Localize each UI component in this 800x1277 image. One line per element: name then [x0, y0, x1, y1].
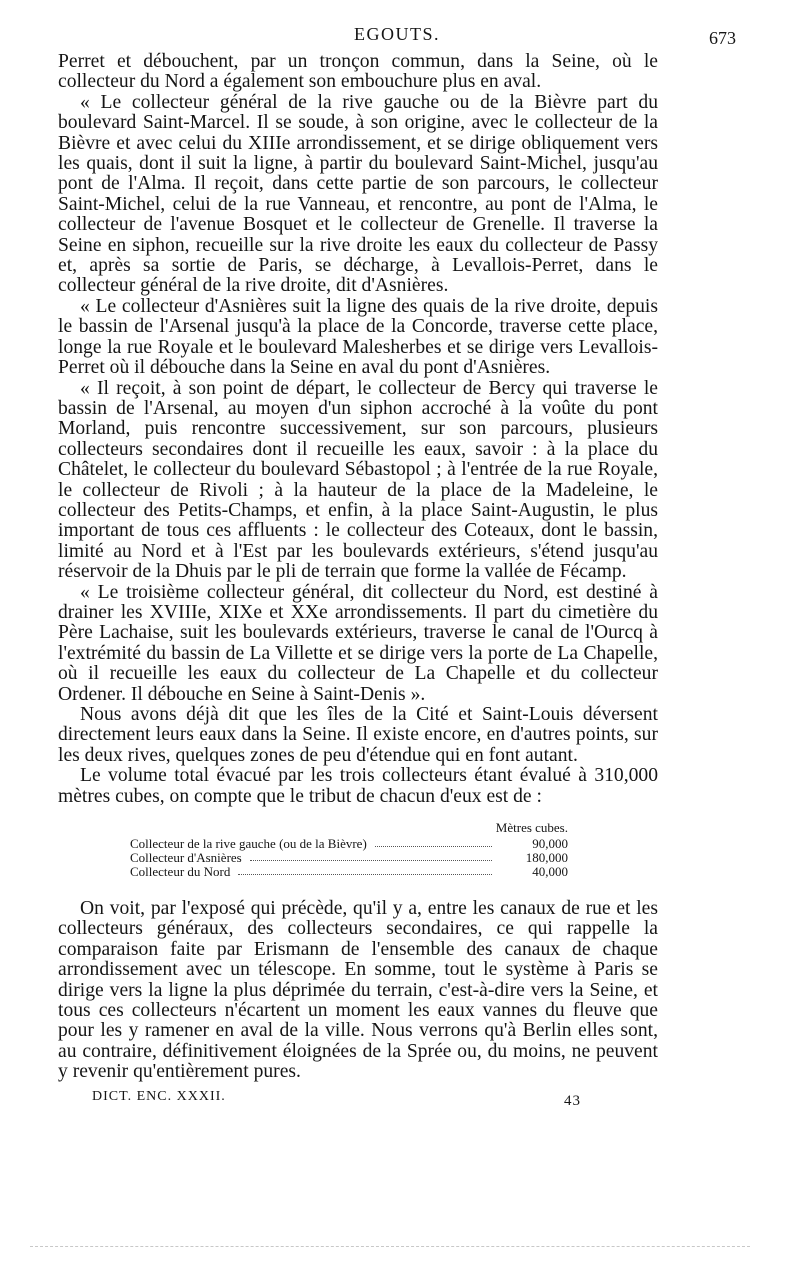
signature-mark: DICT. ENC. XXXII.: [92, 1088, 226, 1104]
paragraph-rive-gauche: « Le collecteur général de la rive gauche ou de la Bièvre part du boulevard Saint-Marcel. Il se soude, à son origine, avec le collecteur de la Bièvre et avec celui du XIIIe arrondissement, et se dirige obliquement vers les quais, dont il suit la ligne, à partir du boulevard Saint-Michel, jusqu'au pont de l'Alma. Il reçoit, dans cette partie de son parcours, le collecteur Saint-Michel, celui de la rue Vanneau, et rencontre, au pont de l'Alma, le collecteur de l'avenue Bosquet et le collecteur de Grenelle. Il traverse la Seine en siphon, recueille sur la rive droite les eaux du collecteur de Passy et, après sa sortie de Paris, se décharge, à Levallois-Perret, dans le collecteur général de la rive droite, dit d'Asnières.: [58, 91, 658, 297]
table-row: [130, 865, 568, 879]
article-body: [58, 52, 658, 1109]
page-footer: [58, 1085, 658, 1109]
paragraph-conclusion: On voit, par l'exposé qui précède, qu'il y a, entre les canaux de rue et les collecteurs généraux, des collecteurs secondaires, ce qui rappelle la comparaison faite par Erismann de l'ensemble des canaux de chaque arrondissement avec un télescope. En somme, tout le système à Paris se dirige vers la ligne la plus déprimée du terrain, c'est-à-dire vers la Seine, et tous ces collecteurs n'écartent un moment les eaux vannes du fleuve que pour les y ramener en aval de la ville. Nous verrons qu'à Berlin elles sont, au contraire, définitivement éloignées de la Sprée ou, du moins, ne peuvent y revenir qu'entièrement pures.: [58, 898, 658, 1083]
volume-table: [130, 821, 568, 879]
running-title: EGOUTS.: [354, 24, 440, 44]
row-value: 40,000: [532, 864, 568, 880]
row-value: 180,000: [525, 850, 568, 866]
table-row: [130, 837, 568, 851]
paragraph-collecteur-nord: « Le troisième collecteur général, dit collecteur du Nord, est destiné à drainer les XVIIIe, XIXe et XXe arrondissements. Il part du cimetière du Père Lachaise, suit les boulevards extérieurs, traverse le canal de l'Ourcq à l'extrémité du bassin de La Villette et se dirige vers la porte de La Chapelle, où il recueille les eaux du collecteur de La Chapelle et du collecteur Ordener. Il débouche en Seine à Saint-Denis ».: [58, 581, 658, 705]
page-number: 673: [709, 28, 736, 48]
signature-number: 43: [564, 1092, 581, 1109]
row-value: 90,000: [532, 836, 568, 852]
page-header: [58, 24, 736, 54]
row-label: Collecteur de la rive gauche (ou de la Bièvre): [130, 836, 367, 852]
row-label: Collecteur d'Asnières: [130, 850, 242, 866]
row-label: Collecteur du Nord: [130, 864, 231, 880]
dot-leader: [238, 865, 492, 875]
dot-leader: [250, 851, 492, 861]
table-unit-header: Mètres cubes.: [495, 820, 568, 836]
paragraph-continuation: Perret et débouchent, par un tronçon commun, dans la Seine, où le collecteur du Nord a également son embouchure plus en aval.: [58, 51, 658, 93]
paragraph-volume: Le volume total évacué par les trois collecteurs étant évalué à 310,000 mètres cubes, on compte que le tribut de chacun d'eux est de :: [58, 765, 658, 807]
table-row: [130, 851, 568, 865]
paragraph-affluents: « Il reçoit, à son point de départ, le collecteur de Bercy qui traverse le bassin de l'Arsenal, au moyen d'un siphon accroché à la voûte du pont Morland, puis rencontre successivement, sur son parcours, plusieurs collecteurs secondaires dont il recueille les eaux, savoir : à la place du Châtelet, le collecteur du boulevard Sébastopol ; à l'entrée de la rue Royale, le collecteur de Rivoli ; à la hauteur de la place de la Madeleine, le collecteur des Petits-Champs, et enfin, à la place Saint-Augustin, le plus important de tous ces affluents : le collecteur des Coteaux, dont le bassin, limité au Nord et à l'Est par les boulevards extérieurs, s'étend jusqu'au réservoir de la Dhuis par le pli de terrain que forme la vallée de Fécamp.: [58, 377, 658, 583]
dot-leader: [375, 837, 492, 847]
scan-edge-divider: [30, 1246, 750, 1247]
paragraph-iles: Nous avons déjà dit que les îles de la Cité et Saint-Louis déversent directement leurs eaux dans la Seine. Il existe encore, en d'autres points, sur les deux rives, quelques zones de peu d'étendue qui en font autant.: [58, 704, 658, 766]
paragraph-asnieres: « Le collecteur d'Asnières suit la ligne des quais de la rive droite, depuis le bassin de l'Arsenal jusqu'à la place de la Concorde, traverse cette place, longe la rue Royale et le boulevard Malesherbes et se dirige vers Levallois-Perret où il débouche dans la Seine en aval du pont d'Asnières.: [58, 295, 658, 379]
